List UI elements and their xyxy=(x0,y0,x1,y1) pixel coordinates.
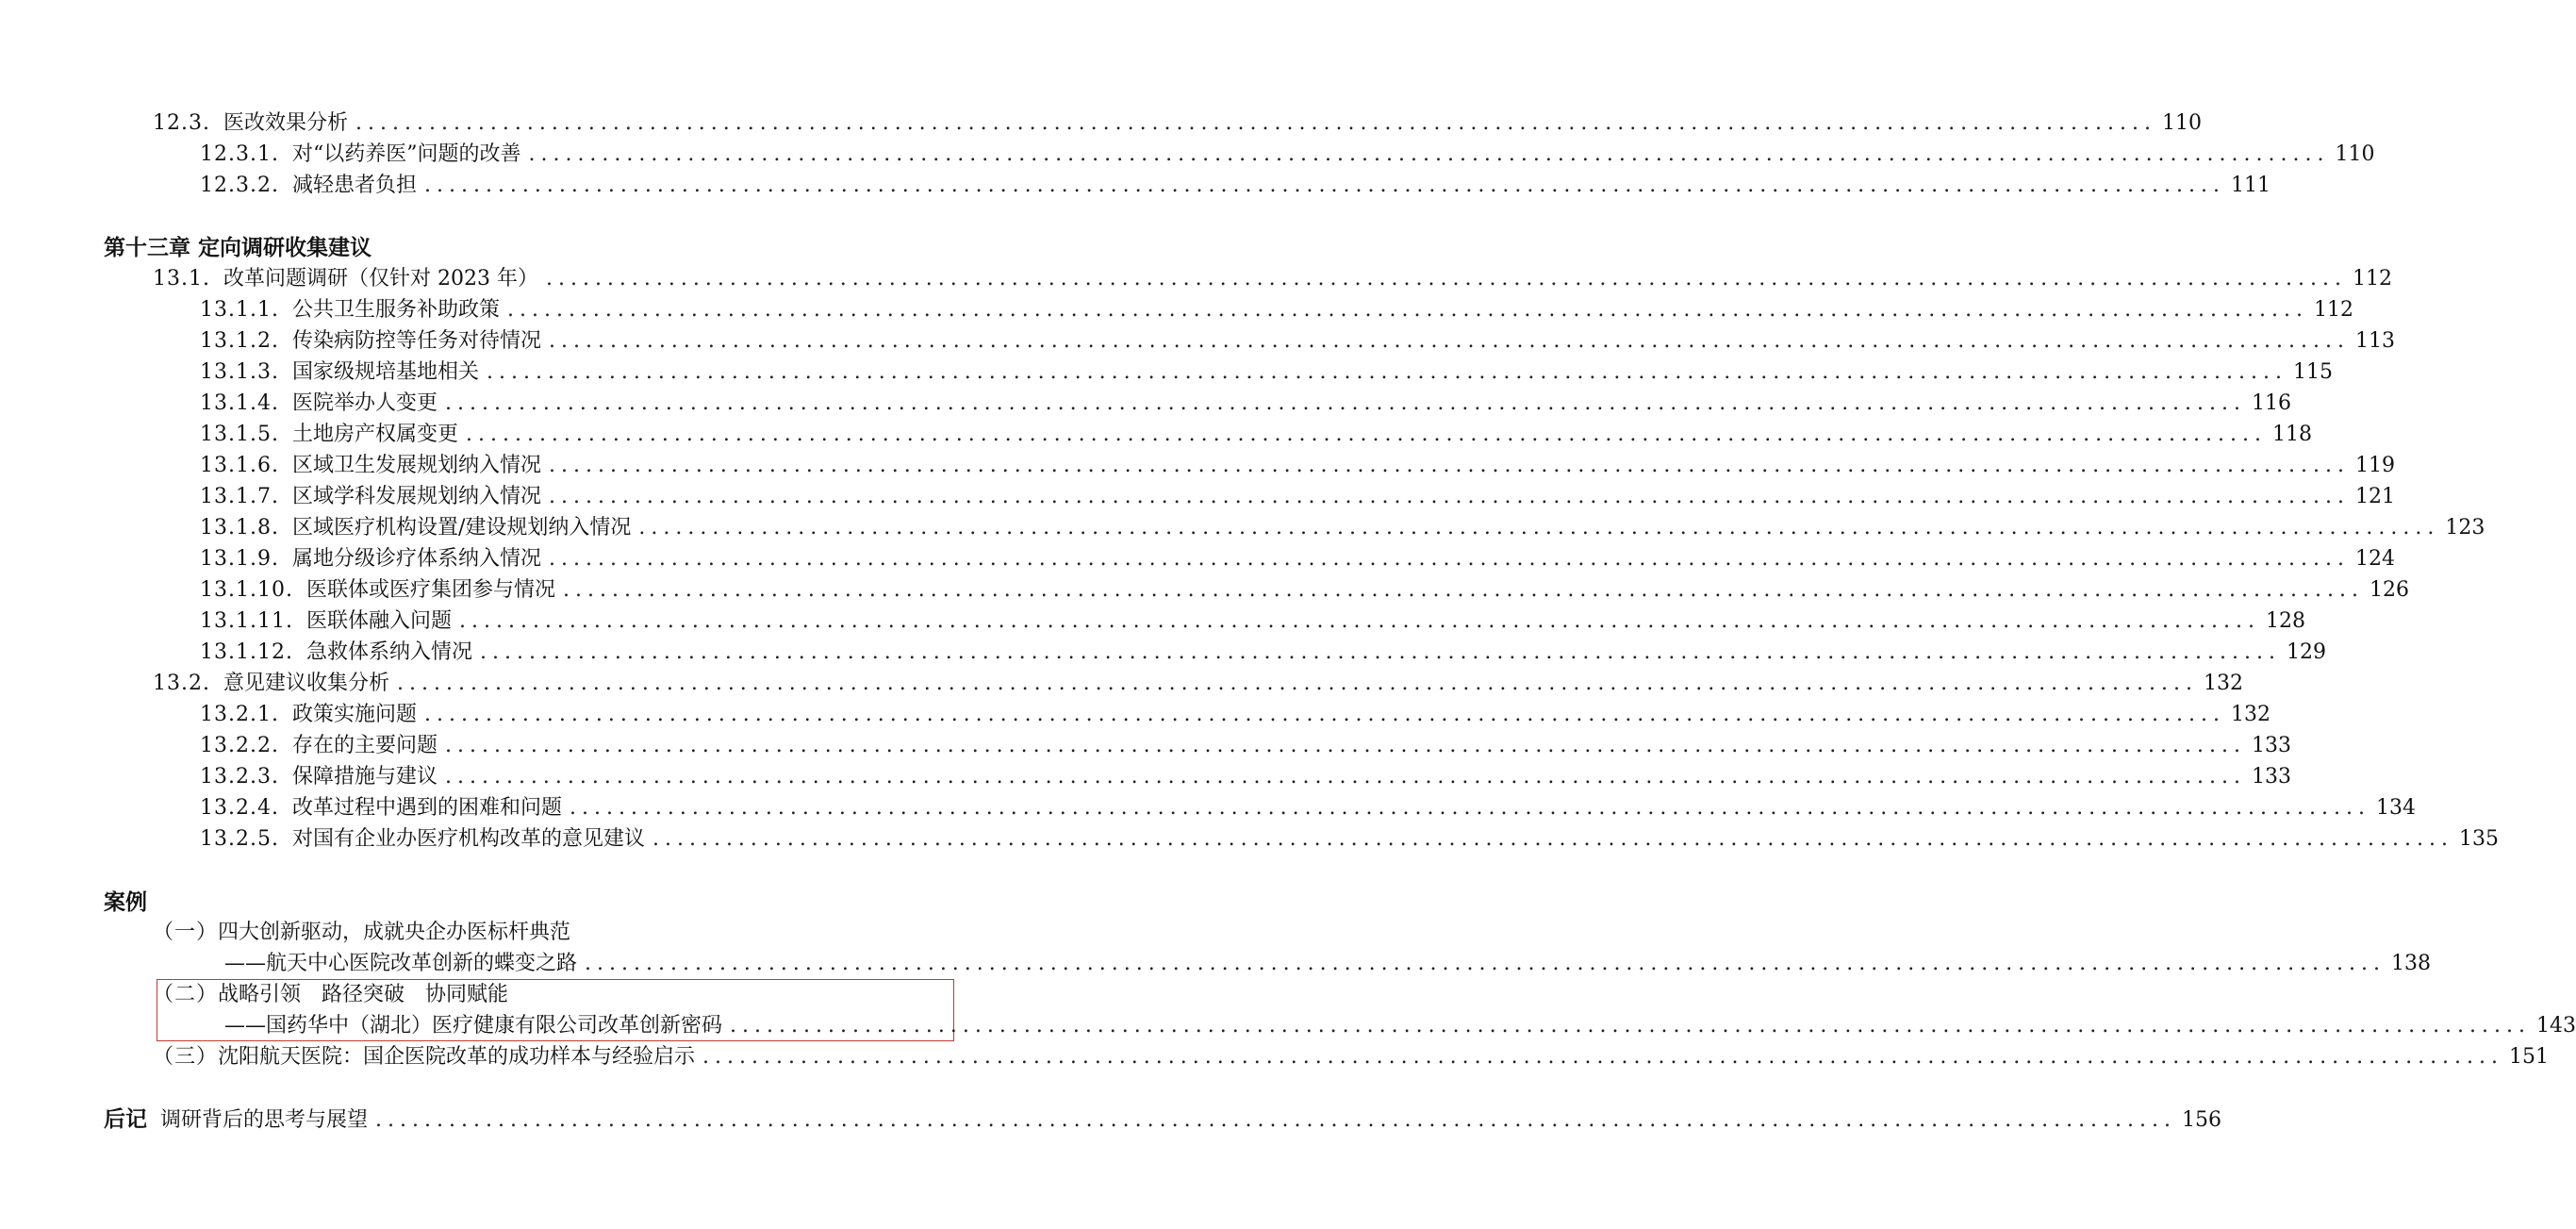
dot-leader: ................................................................................................................................................... xyxy=(444,765,2246,789)
toc-entry[interactable] xyxy=(200,481,2395,512)
entry-number: 12.3.1. xyxy=(200,142,279,166)
toc-entry-12-3-1[interactable] xyxy=(200,139,2375,170)
dot-leader: ................................................................................................................................................... xyxy=(548,329,2350,353)
dot-leader: ................................................................................................................................................... xyxy=(569,796,2370,820)
toc-entry-12-3-2[interactable] xyxy=(200,170,2271,201)
toc-entry[interactable] xyxy=(200,450,2395,481)
toc-entry[interactable] xyxy=(200,637,2326,668)
entry-number: 13.1.5. xyxy=(200,423,279,446)
entry-title: 政策实施问题 xyxy=(291,703,417,726)
dot-leader: ................................................................................................................................................... xyxy=(548,485,2350,508)
entry-page: 126 xyxy=(2369,578,2409,602)
toc-entry[interactable] xyxy=(200,294,2353,325)
entry-title: 医院举办人变更 xyxy=(291,391,438,415)
entry-page: 113 xyxy=(2354,329,2395,353)
entry-page: 156 xyxy=(2182,1108,2222,1132)
entry-page: 118 xyxy=(2271,423,2312,446)
dot-leader: ................................................................................................................................................... xyxy=(562,578,2364,602)
entry-page: 112 xyxy=(2352,267,2392,291)
entry-number: 13.2.1. xyxy=(200,703,279,726)
case-number: （二） xyxy=(153,983,219,1006)
toc-entry[interactable] xyxy=(200,419,2312,450)
entry-title: 存在的主要问题 xyxy=(291,734,438,757)
dot-leader: ................................................................................................................................................... xyxy=(528,142,2330,166)
entry-number: 13.1.6. xyxy=(200,454,279,477)
dot-leader: ................................................................................................................................................... xyxy=(375,1108,2177,1132)
entry-page: 123 xyxy=(2445,516,2485,540)
case-2-line-2[interactable] xyxy=(224,1010,2576,1041)
case-subtitle: ——航天中心医院改革创新的蝶变之路 xyxy=(224,952,578,975)
dot-leader: ................................................................................................................................................... xyxy=(506,298,2308,322)
toc-entry[interactable] xyxy=(200,512,2485,543)
entry-title: 区域医疗机构设置/建设规划纳入情况 xyxy=(291,516,632,540)
entry-page: 143 xyxy=(2536,1014,2576,1038)
case-number: （三） xyxy=(153,1045,219,1069)
case-number: （一） xyxy=(153,921,219,944)
entry-number: 13.1.7. xyxy=(200,485,279,508)
toc-entry[interactable] xyxy=(200,823,2499,855)
entry-number: 13.2.4. xyxy=(200,796,279,820)
dot-leader: ................................................................................................................................................... xyxy=(355,111,2156,135)
toc-entry-13-2[interactable] xyxy=(153,668,2243,699)
entry-page: 110 xyxy=(2162,111,2202,135)
dot-leader: ................................................................................................................................................... xyxy=(486,360,2287,384)
entry-title: 公共卫生服务补助政策 xyxy=(291,298,500,322)
dot-leader: ................................................................................................................................................... xyxy=(444,391,2246,415)
entry-number: 13.1.12. xyxy=(200,640,293,664)
cases-heading[interactable]: 案例 xyxy=(104,890,147,915)
entry-title: 医改效果分析 xyxy=(223,111,348,135)
entry-number: 13.2.5. xyxy=(200,827,279,851)
toc-entry[interactable] xyxy=(200,730,2291,761)
entry-page: 129 xyxy=(2286,640,2326,664)
entry-page: 116 xyxy=(2251,391,2291,415)
case-title: 战略引领 路径突破 协同赋能 xyxy=(218,983,509,1006)
entry-page: 134 xyxy=(2375,796,2416,820)
entry-number: 13.2. xyxy=(153,672,210,695)
entry-title: 区域学科发展规划纳入情况 xyxy=(291,485,541,508)
entry-page: 128 xyxy=(2265,609,2305,633)
case-title: 四大创新驱动，成就央企办医标杆典范 xyxy=(218,921,571,944)
entry-page: 121 xyxy=(2354,485,2395,508)
entry-number: 13.2.3. xyxy=(200,765,279,789)
entry-page: 138 xyxy=(2391,952,2432,975)
entry-number: 13.1.11. xyxy=(200,609,293,633)
dot-leader: ................................................................................................................................................... xyxy=(702,1045,2504,1069)
entry-page: 115 xyxy=(2292,360,2333,384)
dot-leader: ................................................................................................................................................... xyxy=(585,952,2386,975)
dot-leader: ................................................................................................................................................... xyxy=(638,516,2440,540)
entry-page: 133 xyxy=(2251,765,2291,789)
dot-leader: ................................................................................................................................................... xyxy=(545,267,2347,291)
case-title: 沈阳航天医院：国企医院改革的成功样本与经验启示 xyxy=(218,1045,696,1069)
dot-leader: ................................................................................................................................................... xyxy=(548,547,2350,571)
toc-entry[interactable] xyxy=(200,761,2291,792)
toc-entry[interactable] xyxy=(200,543,2395,574)
entry-title: 区域卫生发展规划纳入情况 xyxy=(291,454,541,477)
entry-number: 12.3. xyxy=(153,111,210,135)
entry-title: 国家级规培基地相关 xyxy=(291,360,479,384)
entry-number: 13.1. xyxy=(153,267,210,291)
dot-leader: ................................................................................................................................................... xyxy=(423,174,2225,197)
dot-leader: ................................................................................................................................................... xyxy=(444,734,2246,757)
entry-page: 135 xyxy=(2458,827,2499,851)
entry-number: 13.1.2. xyxy=(200,329,279,353)
entry-page: 132 xyxy=(2204,672,2243,695)
toc-entry[interactable] xyxy=(200,606,2305,637)
case-1-line-2[interactable] xyxy=(224,948,2432,979)
toc-entry[interactable] xyxy=(200,699,2271,730)
dot-leader: ................................................................................................................................................... xyxy=(548,454,2350,477)
entry-title: 对“以药养医”问题的改善 xyxy=(291,142,521,166)
dot-leader: ................................................................................................................................................... xyxy=(458,609,2260,633)
entry-page: 111 xyxy=(2230,174,2271,197)
case-1-line-1[interactable] xyxy=(153,917,570,948)
toc-entry-afterword[interactable] xyxy=(104,1104,2222,1136)
toc-entry-13-1[interactable] xyxy=(153,263,2392,294)
case-subtitle: ——国药华中（湖北）医疗健康有限公司改革创新密码 xyxy=(224,1014,723,1038)
entry-title: 医联体或医疗集团参与情况 xyxy=(305,578,555,602)
case-3[interactable] xyxy=(153,1041,2550,1072)
toc-entry[interactable] xyxy=(200,325,2395,357)
entry-title: 改革过程中遇到的困难和问题 xyxy=(291,796,562,820)
entry-number: 13.1.9. xyxy=(200,547,279,571)
chapter-13-heading[interactable]: 第十三章 定向调研收集建议 xyxy=(104,236,372,260)
dot-leader: ................................................................................................................................................... xyxy=(479,640,2281,664)
entry-title: 土地房产权属变更 xyxy=(291,423,458,446)
toc-entry-12-3[interactable] xyxy=(153,108,2202,139)
entry-title: 改革问题调研（仅针对 2023 年） xyxy=(223,267,538,291)
toc-entry[interactable] xyxy=(200,574,2409,606)
entry-title: 减轻患者负担 xyxy=(291,174,417,197)
case-2-line-1[interactable] xyxy=(153,979,508,1010)
dot-leader: ................................................................................................................................................... xyxy=(423,703,2225,726)
entry-number: 13.1.4. xyxy=(200,391,279,415)
entry-number: 13.1.8. xyxy=(200,516,279,540)
entry-number: 12.3.2. xyxy=(200,174,279,197)
entry-title: 对国有企业办医疗机构改革的意见建议 xyxy=(291,827,645,851)
entry-page: 112 xyxy=(2313,298,2353,322)
entry-page: 119 xyxy=(2354,454,2395,477)
entry-title: 医联体融入问题 xyxy=(305,609,452,633)
entry-number: 13.1.10. xyxy=(200,578,293,602)
entry-page: 110 xyxy=(2335,142,2375,166)
entry-number: 13.1.3. xyxy=(200,360,279,384)
entry-title: 保障措施与建议 xyxy=(291,765,438,789)
entry-page: 132 xyxy=(2230,703,2271,726)
dot-leader: ................................................................................................................................................... xyxy=(397,672,2198,695)
entry-page: 151 xyxy=(2509,1045,2550,1069)
entry-title: 传染病防控等任务对待情况 xyxy=(291,329,541,353)
entry-page: 133 xyxy=(2251,734,2291,757)
entry-title: 急救体系纳入情况 xyxy=(305,640,472,664)
afterword-label: 后记 xyxy=(104,1107,147,1132)
dot-leader: ................................................................................................................................................... xyxy=(730,1014,2532,1038)
toc-entry[interactable] xyxy=(200,357,2333,388)
entry-number: 13.1.1. xyxy=(200,298,279,322)
entry-number: 13.2.2. xyxy=(200,734,279,757)
entry-title: 调研背后的思考与展望 xyxy=(160,1108,369,1132)
dot-leader: ................................................................................................................................................... xyxy=(465,423,2267,446)
toc-entry[interactable] xyxy=(200,388,2291,419)
toc-entry[interactable] xyxy=(200,792,2416,823)
entry-title: 意见建议收集分析 xyxy=(223,672,389,695)
entry-title: 属地分级诊疗体系纳入情况 xyxy=(291,547,541,571)
dot-leader: ................................................................................................................................................... xyxy=(652,827,2453,851)
entry-page: 124 xyxy=(2354,547,2395,571)
